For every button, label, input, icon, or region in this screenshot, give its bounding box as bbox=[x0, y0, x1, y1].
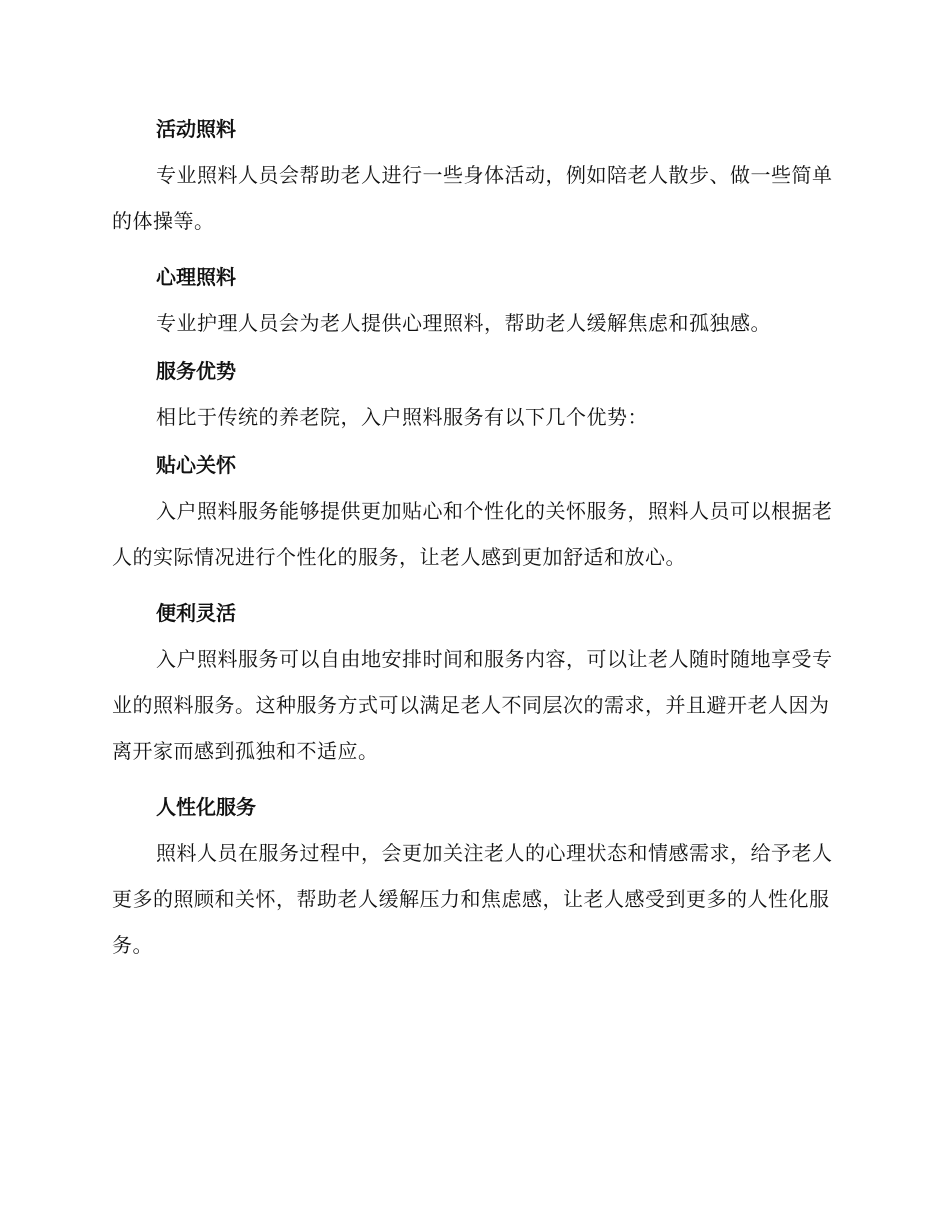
section-paragraph-caring: 入户照料服务能够提供更加贴心和个性化的关怀服务，照料人员可以根据老人的实际情况进行个性化的服务，让老人感到更加舒适和放心。 bbox=[112, 499, 833, 569]
section-heading-humanized-service: 人性化服务 bbox=[156, 795, 256, 819]
section-paragraph-service-advantages: 相比于传统的养老院，入户照料服务有以下几个优势： bbox=[156, 405, 648, 429]
section-paragraph-convenient-flexible: 入户照料服务可以自由地安排时间和服务内容，可以让老人随时随地享受专业的照料服务。这种服务方式可以满足老人不同层次的需求，并且避开老人因为离开家而感到孤独和不适应。 bbox=[112, 647, 833, 763]
section-paragraph-humanized-service: 照料人员在服务过程中，会更加关注老人的心理状态和情感需求，给予老人更多的照顾和关怀，帮助老人缓解压力和焦虑感，让老人感受到更多的人性化服务。 bbox=[112, 841, 833, 957]
section-heading-psychological-care: 心理照料 bbox=[156, 265, 236, 289]
section-heading-convenient-flexible: 便利灵活 bbox=[156, 601, 236, 625]
section-paragraph-psychological-care: 专业护理人员会为老人提供心理照料，帮助老人缓解焦虑和孤独感。 bbox=[156, 311, 771, 335]
section-paragraph-activity-care: 专业照料人员会帮助老人进行一些身体活动，例如陪老人散步、做一些简单的体操等。 bbox=[112, 163, 833, 233]
section-heading-service-advantages: 服务优势 bbox=[156, 359, 236, 383]
section-heading-activity-care: 活动照料 bbox=[156, 117, 236, 141]
section-heading-caring: 贴心关怀 bbox=[156, 453, 236, 477]
